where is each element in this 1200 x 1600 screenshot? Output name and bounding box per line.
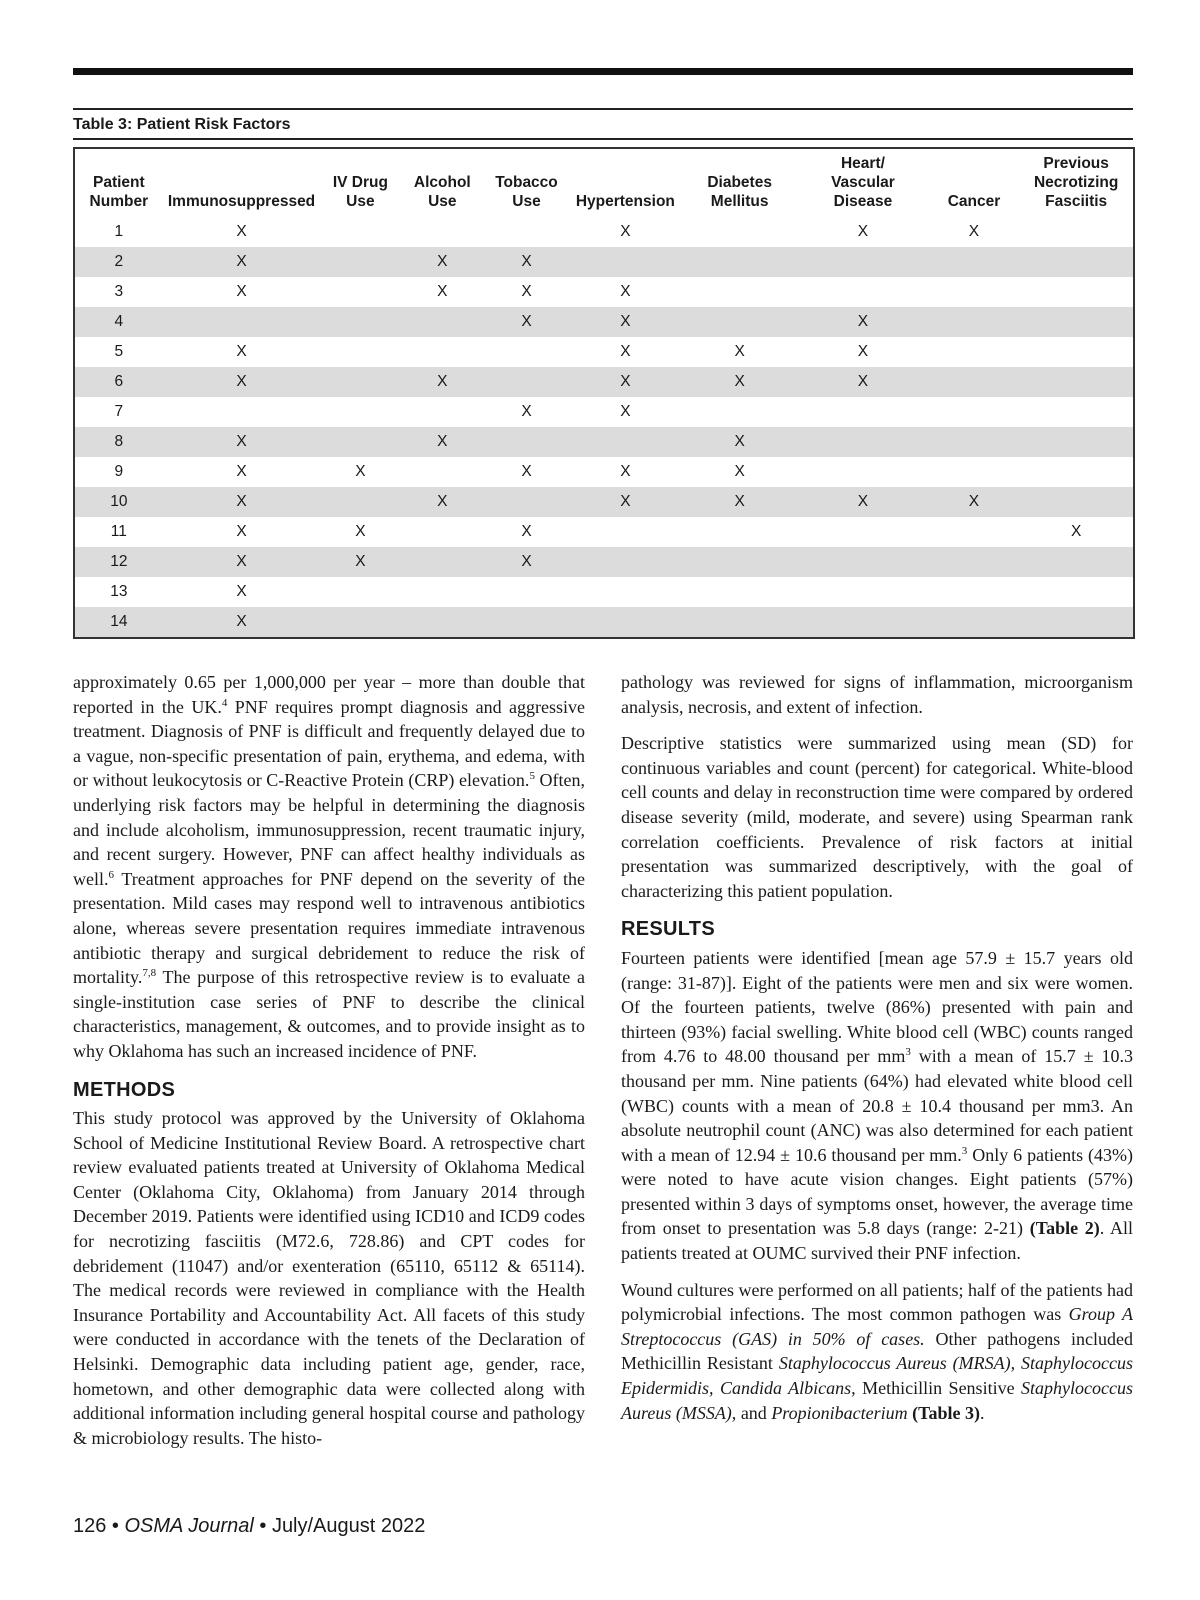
risk-factor-cell: X [734,463,745,480]
risk-factor-cell [929,517,1020,547]
risk-factor-cell [1019,277,1133,307]
risk-factor-cell [569,547,682,577]
patient-number-cell: 9 [114,463,124,480]
risk-factor-cell: X [236,343,247,360]
risk-factor-cell [1019,247,1133,277]
risk-factor-cell: X [236,463,247,480]
results-paragraph: Fourteen patients were identified [mean age 57.9 ± 15.7 years old (range: 31-87)]. Eight of the patients were men and six were women. Of the fourteen patients, twelve (86%) presented with pain and thirteen (93%) facial swelling. White blood cell (WBC) counts ranged from 4.76 to 48.00 thousand per $mm^3$ with a mean of 15.7 ± 10.3 thousand per mm. Nine patients (64%) had elevated white blood cell (WBC) counts with a mean of 20.8 ± 10.4 thousand per mm3. An absolute neutrophil count (ANC) was also determined for each patient with a mean of 12.94 ± 10.6 thousand per mm.$^3$ Only 6 patients (43%) were noted to have acute vision changes. Eight patients (57%) presented within 3 days of symptoms onset, however, the average time from onset to presentation was 5.8 days (range: 2-21) (Table 2). All patients treated at OUMC survived their PNF infection. [621,947,1134,1264]
risk-factor-cell [163,397,321,427]
risk-factor-cell: X [682,367,797,397]
risk-factor-cell: X [620,343,631,360]
patient-number-cell: 7 [114,403,124,420]
risk-factor-cell [929,607,1020,637]
risk-factor-cell [400,547,484,577]
risk-factor-cell [797,247,928,277]
risk-factor-cell [682,547,797,577]
table-row [75,337,1133,367]
risk-factor-cell [929,427,1020,457]
risk-factor-cell: X [484,247,568,277]
cultures-paragraph: Wound cultures were performed on all patients; half of the patients had polymicrobial infections. The most common pathogen was Group A Streptococcus (GAS) in 50% of cases. Other pathogens included Methicillin Resistant Staphylococcus Aureus (MRSA), Staphylococcus Epidermidis, Candida Albicans, Methicillin Sensitive Staphylococcus Aureus (MSSA), and Propionibacterium (Table 3). [621,1279,1133,1423]
table-row [75,577,1133,607]
risk-factor-cell [400,517,484,547]
risk-factor-cell [400,337,484,367]
risk-factor-cell: X [521,463,532,480]
patient-number-cell: 12 [75,547,163,577]
risk-factor-cell [320,397,400,427]
risk-factor-cell [929,307,1020,337]
risk-factor-cell: X [569,487,682,517]
risk-factor-cell [484,427,568,457]
risk-factor-cell [1019,427,1133,457]
risk-factor-cell: X [400,367,484,397]
risk-factor-cell [1019,457,1133,487]
risk-factor-cell: X [236,223,247,240]
patient-number-cell: 10 [75,487,163,517]
column-header: Tobacco Use [495,174,558,210]
risk-factor-cell [929,337,1020,367]
intro-paragraph: approximately 0.65 per 1,000,000 per year – more than double that reported in the UK.$^4$ PNF requires prompt diagnosis and aggressive treatment. Diagnosis of PNF is difficult and frequently delayed due to a vague, non-specific presentation of pain, erythema, and edema, with or without leukocytosis or C-Reactive Protein (CRP) elevation.$^5$ Often, underlying risk factors may be helpful in determining the diagnosis and include alcoholism, immunosuppression, recent traumatic injury, and recent surgery. However, PNF can affect healthy individuals as well.$^6$ Treatment approaches for PNF depend on the severity of the presentation. Mild cases may respond well to intravenous antibiotics alone, whereas severe presentation requires immediate intravenous antibiotic therapy and surgical debridement to reduce the risk of mortality.$^{7,8}$ The purpose of this retrospective review is to evaluate a single-institution case series of PNF to describe the clinical characteristics, management, & outcomes, and to provide insight as to why Oklahoma has such an increased incidence of PNF. [73,672,585,1061]
table-row [75,277,1133,307]
risk-factor-cell: X [163,247,321,277]
column-header: Diabetes Mellitus [707,174,772,210]
risk-factor-cell: X [1070,523,1082,540]
table-row [75,367,1133,397]
risk-factor-cell: X [521,523,532,540]
risk-factor-cell: X [569,307,682,337]
risk-factor-cell [400,457,484,487]
risk-factor-cell: X [163,547,321,577]
risk-factor-cell: X [437,283,448,300]
risk-factor-cell: X [163,367,321,397]
table-row [75,217,1133,247]
patient-number-cell: 11 [110,523,127,540]
risk-factor-cell: X [734,343,745,360]
risk-factor-cell [929,367,1020,397]
risk-factor-cell [797,277,928,307]
table-row [75,457,1133,487]
patient-number-cell: 8 [75,427,163,457]
risk-factor-cell: X [929,487,1020,517]
risk-factor-cell: X [620,403,631,420]
risk-factor-cell [929,397,1020,427]
risk-factor-cell [320,277,400,307]
risk-factor-cell: X [163,607,321,637]
risk-factor-cell [400,577,484,607]
column-header: Heart/ Vascular Disease [831,155,895,210]
risk-factor-cell [682,607,797,637]
methods-heading: METHODS [73,1078,176,1101]
patient-number-cell: 5 [114,343,124,360]
risk-factor-cell [682,307,797,337]
risk-factor-cell [484,217,568,247]
risk-factor-cell: X [400,487,484,517]
risk-factor-cell: X [968,223,980,240]
risk-factor-cell [1019,307,1133,337]
risk-factor-cell [1019,217,1133,247]
risk-factor-cell [569,517,682,547]
risk-factor-cell [1019,607,1133,637]
risk-factor-cell [320,337,400,367]
table-header-row [75,149,1133,217]
risk-factor-cell: X [355,463,366,480]
risk-factor-cell: X [857,343,869,360]
risk-factor-cell [682,517,797,547]
risk-factor-cell: X [355,523,366,540]
risk-factor-cell: X [521,283,532,300]
risk-factor-cell: X [484,307,568,337]
risk-factor-cell [682,217,797,247]
results-heading: RESULTS [621,918,715,941]
risk-factor-cell [320,607,400,637]
column-header: Cancer [947,193,1001,210]
risk-factor-cell [320,247,400,277]
risk-factor-cell [797,607,928,637]
risk-factor-cell [320,217,400,247]
risk-factor-cell [569,427,682,457]
risk-factor-cell: X [484,547,568,577]
top-rule [73,68,1133,75]
risk-factor-cell [929,277,1020,307]
risk-factor-cell [682,277,797,307]
risk-factor-cell [484,607,568,637]
table-title: Table 3: Patient Risk Factors [73,108,1133,140]
risk-factor-cell: X [163,487,321,517]
patient-number-cell: 13 [110,583,128,600]
right-column [621,670,1133,1437]
risk-factor-cell: X [620,283,631,300]
risk-factor-cell [797,547,928,577]
table-row [75,427,1133,457]
patient-number-cell: 3 [114,283,124,300]
risk-factor-cell [1019,337,1133,367]
risk-factor-cell [682,577,797,607]
risk-factor-cell: X [236,523,247,540]
risk-factor-cell [1019,367,1133,397]
column-header: Patient Number [89,174,149,210]
table-row [75,607,1133,637]
column-header: Hypertension [575,193,675,210]
pathology-paragraph: pathology was reviewed for signs of inflammation, microorganism analysis, necrosis, and extent of infection. [621,672,1133,717]
risk-factor-cell: X [400,427,484,457]
column-header: Immunosuppressed [167,193,316,210]
risk-factor-cell: X [620,463,631,480]
risk-factor-cell [320,367,400,397]
left-column [73,670,585,1462]
risk-factor-cell [320,427,400,457]
risk-factor-cell [682,247,797,277]
risk-factor-cell [797,427,928,457]
risk-factor-cell [400,607,484,637]
risk-factor-cell [1019,487,1133,517]
risk-factor-cell [569,607,682,637]
risk-factor-cell [797,457,928,487]
risk-factor-cell [1019,547,1133,577]
column-header: Alcohol Use [413,174,471,210]
risk-factor-cell [320,577,400,607]
risk-factor-cell [929,247,1020,277]
risk-factor-cell [569,247,682,277]
risk-factor-cell: X [682,487,797,517]
risk-factor-table [73,147,1135,639]
risk-factor-cell [484,487,568,517]
patient-number-cell: 6 [75,367,163,397]
risk-factor-cell [400,217,484,247]
risk-factor-cell [929,577,1020,607]
patient-number-cell: 2 [75,247,163,277]
table-row [75,247,1133,277]
risk-factor-cell: X [620,223,631,240]
risk-factor-cell [400,397,484,427]
table-row [75,397,1133,427]
risk-factor-cell [797,517,928,547]
column-header: Previous Necrotizing Fasciitis [1033,155,1119,210]
patient-number-cell: 1 [114,223,124,240]
table-row [75,487,1133,517]
risk-factor-cell [163,307,321,337]
risk-factor-cell [797,397,928,427]
risk-factor-cell: X [236,283,247,300]
risk-factor-cell [682,397,797,427]
page-footer: 126 • OSMA Journal • July/August 2022 [73,1515,426,1537]
risk-factor-cell [400,307,484,337]
risk-factor-cell: X [521,403,532,420]
risk-factor-cell [1019,397,1133,427]
risk-factor-cell: X [569,367,682,397]
risk-factor-cell [484,367,568,397]
table-row [75,307,1133,337]
column-header: IV Drug Use [332,174,388,210]
patient-number-cell: 14 [75,607,163,637]
risk-factor-cell: X [682,427,797,457]
risk-factor-cell [569,577,682,607]
risk-factor-cell: X [400,247,484,277]
risk-factor-cell [797,577,928,607]
methods-paragraph: This study protocol was approved by the University of Oklahoma School of Medicine Institutional Review Board. A retrospective chart review evaluated patients treated at University of Oklahoma Medical Center (Oklahoma City, Oklahoma) from January 2014 through December 2019. Patients were identified using ICD10 and ICD9 codes for necrotizing fasciitis (M72.6, 728.86) and CPT codes for debridement (11047) and/or exenteration (65110, 65112 & 65114). The medical records were reviewed in compliance with the Health Insurance Portability and Accountability Act. All facets of this study were conducted in accordance with the tenets of the Declaration of Helsinki. Demographic data including patient age, gender, race, hometown, and other demographic data were collected along with additional information including general hospital course and pathology & microbiology results. The histo- [73,1108,585,1448]
risk-factor-cell: X [857,223,869,240]
statistics-paragraph: Descriptive statistics were summarized using mean (SD) for continuous variables and count (percent) for categorical. White-blood cell counts and delay in reconstruction time were compared by ordered disease severity (mild, moderate, and severe) using Spearman rank correlation coefficients. Prevalence of risk factors at initial presentation was summarized descriptively, with the goal of characterizing this patient population. [621,733,1133,901]
risk-factor-cell: X [797,367,928,397]
risk-factor-cell [1019,577,1133,607]
patient-number-cell: 4 [75,307,163,337]
risk-factor-cell [484,337,568,367]
risk-factor-cell: X [236,583,247,600]
risk-factor-cell: X [163,427,321,457]
risk-factor-cell: X [320,547,400,577]
risk-factor-cell [929,547,1020,577]
table-row [75,517,1133,547]
risk-factor-cell: X [797,487,928,517]
risk-factor-cell: X [797,307,928,337]
risk-factor-cell [484,577,568,607]
risk-factor-cell [320,487,400,517]
table-row [75,547,1133,577]
risk-factor-cell [320,307,400,337]
risk-factor-cell [929,457,1020,487]
